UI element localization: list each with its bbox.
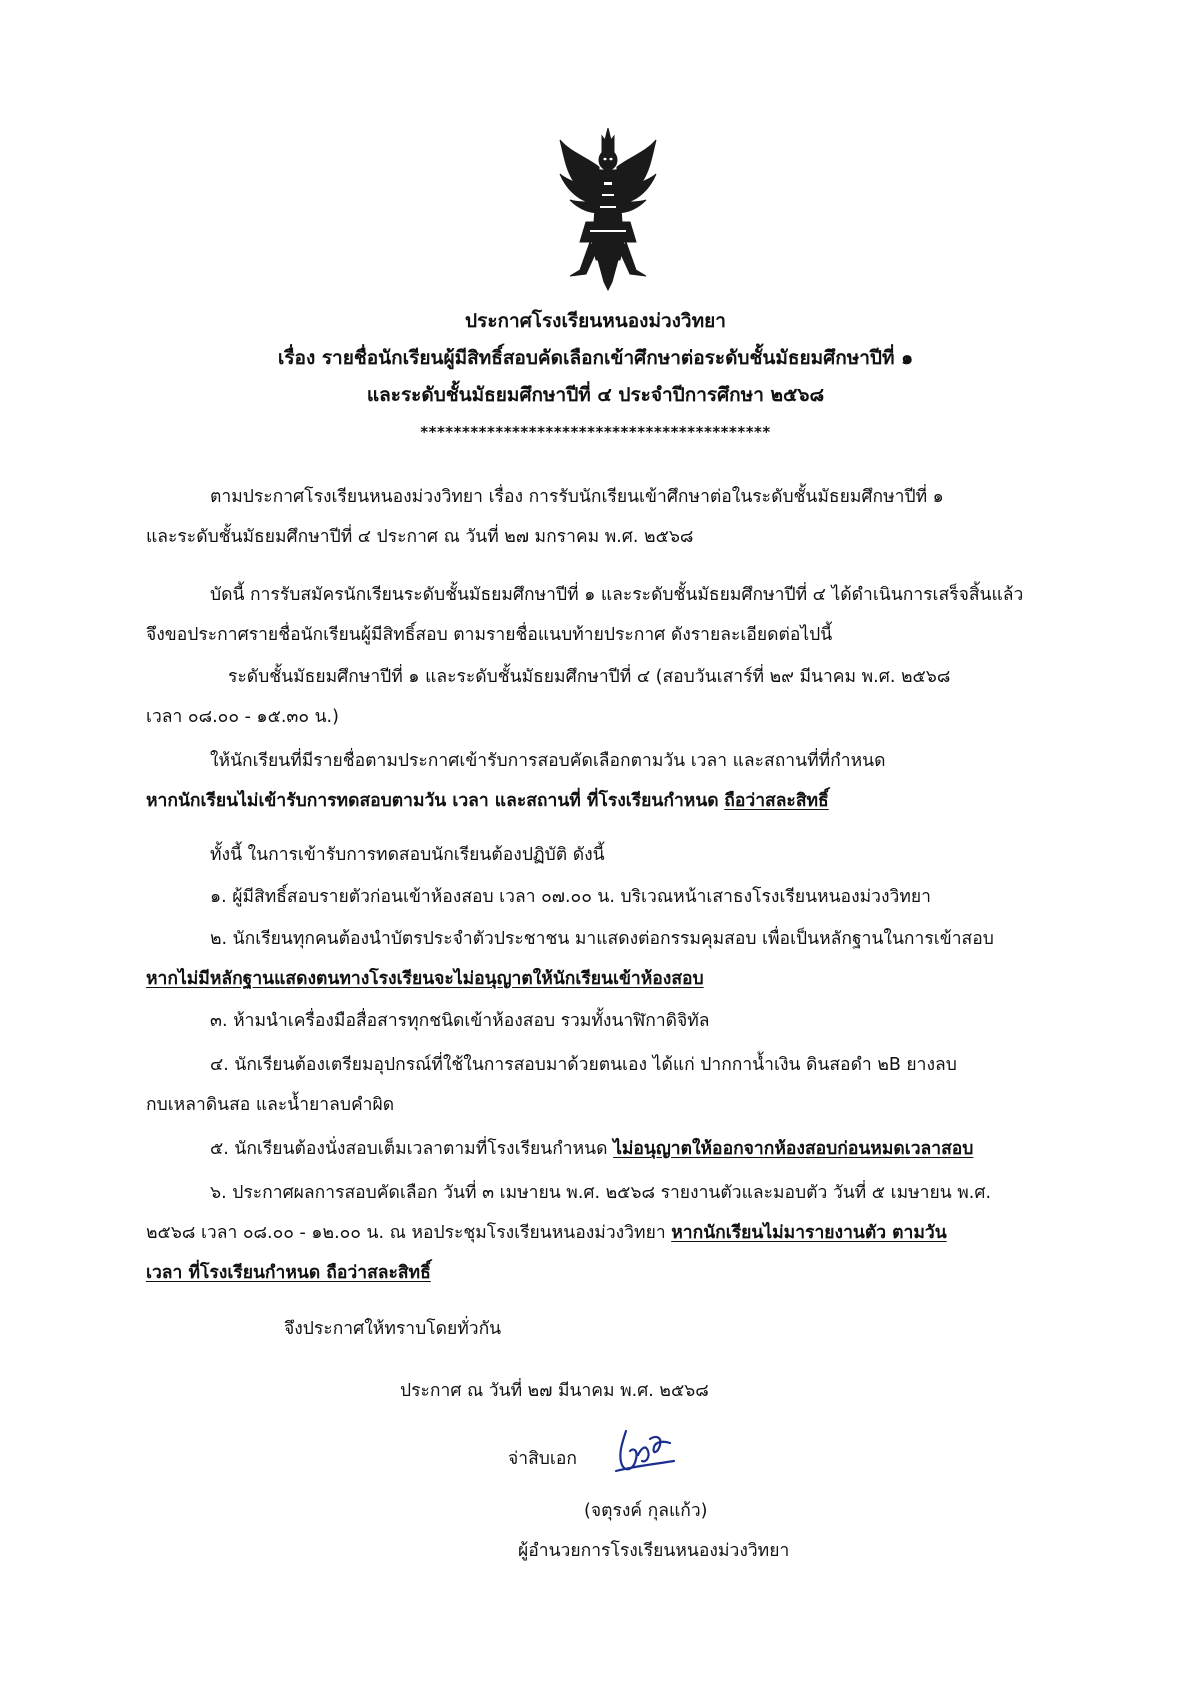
paragraph-4-line-2: [146, 786, 829, 814]
paragraph-4-line-1: ให้นักเรียนที่มีรายชื่อตามประกาศเข้ารับการสอบคัดเลือกตามวัน เวลา และสถานที่ที่กำหนด: [210, 751, 886, 771]
rule-4-line-2: กบเหลาดินสอ และน้ำยาลบคำผิด: [146, 1095, 395, 1115]
rule-2-line-2: หากไม่มีหลักฐานแสดงตนทางโรงเรียนจะไม่อนุญาตให้นักเรียนเข้าห้องสอบ: [146, 969, 704, 989]
rule-6-emphasis: หากนักเรียนไม่มารายงานตัว ตามวัน: [671, 1223, 947, 1243]
document-title: ประกาศโรงเรียนหนองม่วงวิทยา: [465, 310, 726, 332]
closing-statement: จึงประกาศให้ทราบโดยทั่วกัน: [284, 1319, 502, 1339]
rule-6-line-3: เวลา ที่โรงเรียนกำหนด ถือว่าสละสิทธิ์: [146, 1263, 431, 1283]
handwritten-signature-icon: [612, 1425, 678, 1477]
signer-rank: จ่าสิบเอก: [508, 1449, 577, 1469]
rule-1: ๑. ผู้มีสิทธิ์สอบรายตัวก่อนเข้าห้องสอบ เวลา ๐๗.๐๐ น. บริเวณหน้าเสาธงโรงเรียนหนองม่วงวิทยา: [210, 887, 931, 907]
paragraph-2-line-1: บัดนี้ การรับสมัครนักเรียนระดับชั้นมัธยมศึกษาปีที่ ๑ และระดับชั้นมัธยมศึกษาปีที่ ๔ ได้ดำเนินการเสร็จสิ้นแล้ว: [210, 585, 1024, 605]
document-subject-continued: และระดับชั้นมัธยมศึกษาปีที่ ๔ ประจำปีการศึกษา ๒๕๖๘: [366, 384, 825, 406]
stars-divider: ******************************************: [420, 423, 771, 441]
rule-6-text: ๒๕๖๘ เวลา ๐๘.๐๐ - ๑๒.๐๐ น. ณ หอประชุมโรงเรียนหนองม่วงวิทยา: [146, 1223, 666, 1243]
rule-5-emphasis: ไม่อนุญาตให้ออกจากห้องสอบก่อนหมดเวลาสอบ: [613, 1139, 974, 1159]
rule-3: ๓. ห้ามนำเครื่องมือสื่อสารทุกชนิดเข้าห้องสอบ รวมทั้งนาฬิกาดิจิทัล: [210, 1011, 710, 1031]
rule-2-line-1: ๒. นักเรียนทุกคนต้องนำบัตรประจำตัวประชาชน มาแสดงต่อกรรมคุมสอบ เพื่อเป็นหลักฐานในการเข้าสอบ: [210, 929, 994, 949]
forfeit-warning: หากนักเรียนไม่เข้ารับการทดสอบตามวัน เวลา และสถานที่ ที่โรงเรียนกำหนด: [146, 791, 719, 811]
rule-5-text: ๕. นักเรียนต้องนั่งสอบเต็มเวลาตามที่โรงเรียนกำหนด: [210, 1139, 608, 1159]
paragraph-1-line-2: และระดับชั้นมัธยมศึกษาปีที่ ๔ ประกาศ ณ วันที่ ๒๗ มกราคม พ.ศ. ๒๕๖๘: [146, 527, 694, 547]
rules-intro: ทั้งนี้ ในการเข้ารับการทดสอบนักเรียนต้องปฏิบัติ ดังนี้: [210, 845, 605, 865]
rule-5: [210, 1134, 973, 1162]
paragraph-2-line-2: จึงขอประกาศรายชื่อนักเรียนผู้มีสิทธิ์สอบ ตามรายชื่อแนบท้ายประกาศ ดังรายละเอียดต่อไปนี้: [146, 625, 833, 645]
announcement-date: ประกาศ ณ วันที่ ๒๗ มีนาคม พ.ศ. ๒๕๖๘: [400, 1381, 709, 1401]
forfeit-notice: ถือว่าสละสิทธิ์: [724, 791, 829, 811]
document-subject: เรื่อง รายชื่อนักเรียนผู้มีสิทธิ์สอบคัดเลือกเข้าศึกษาต่อระดับชั้นมัธยมศึกษาปีที่ ๑: [277, 347, 914, 369]
signer-name: (จตุรงค์ กุลแก้ว): [584, 1501, 708, 1521]
exam-schedule-line-1: ระดับชั้นมัธยมศึกษาปีที่ ๑ และระดับชั้นมัธยมศึกษาปีที่ ๔ (สอบวันเสาร์ที่ ๒๙ มีนาคม พ.ศ. ๒๕๖๘: [228, 667, 951, 687]
paragraph-1-line-1: ตามประกาศโรงเรียนหนองม่วงวิทยา เรื่อง การรับนักเรียนเข้าศึกษาต่อในระดับชั้นมัธยมศึกษาปีที่ ๑: [210, 487, 944, 507]
rule-6-line-1: ๖. ประกาศผลการสอบคัดเลือก วันที่ ๓ เมษายน พ.ศ. ๒๕๖๘ รายงานตัวและมอบตัว วันที่ ๕ เมษายน พ.ศ.: [210, 1183, 992, 1203]
exam-schedule-line-2: เวลา ๐๘.๐๐ - ๑๕.๓๐ น.): [146, 707, 339, 727]
rule-6-line-2: [146, 1218, 947, 1246]
signer-position: ผู้อำนวยการโรงเรียนหนองม่วงวิทยา: [518, 1541, 790, 1561]
garuda-emblem-icon: [556, 122, 660, 292]
rule-4-line-1: ๔. นักเรียนต้องเตรียมอุปกรณ์ที่ใช้ในการสอบมาด้วยตนเอง ได้แก่ ปากกาน้ำเงิน ดินสอดำ ๒B ยางลบ: [210, 1055, 957, 1075]
